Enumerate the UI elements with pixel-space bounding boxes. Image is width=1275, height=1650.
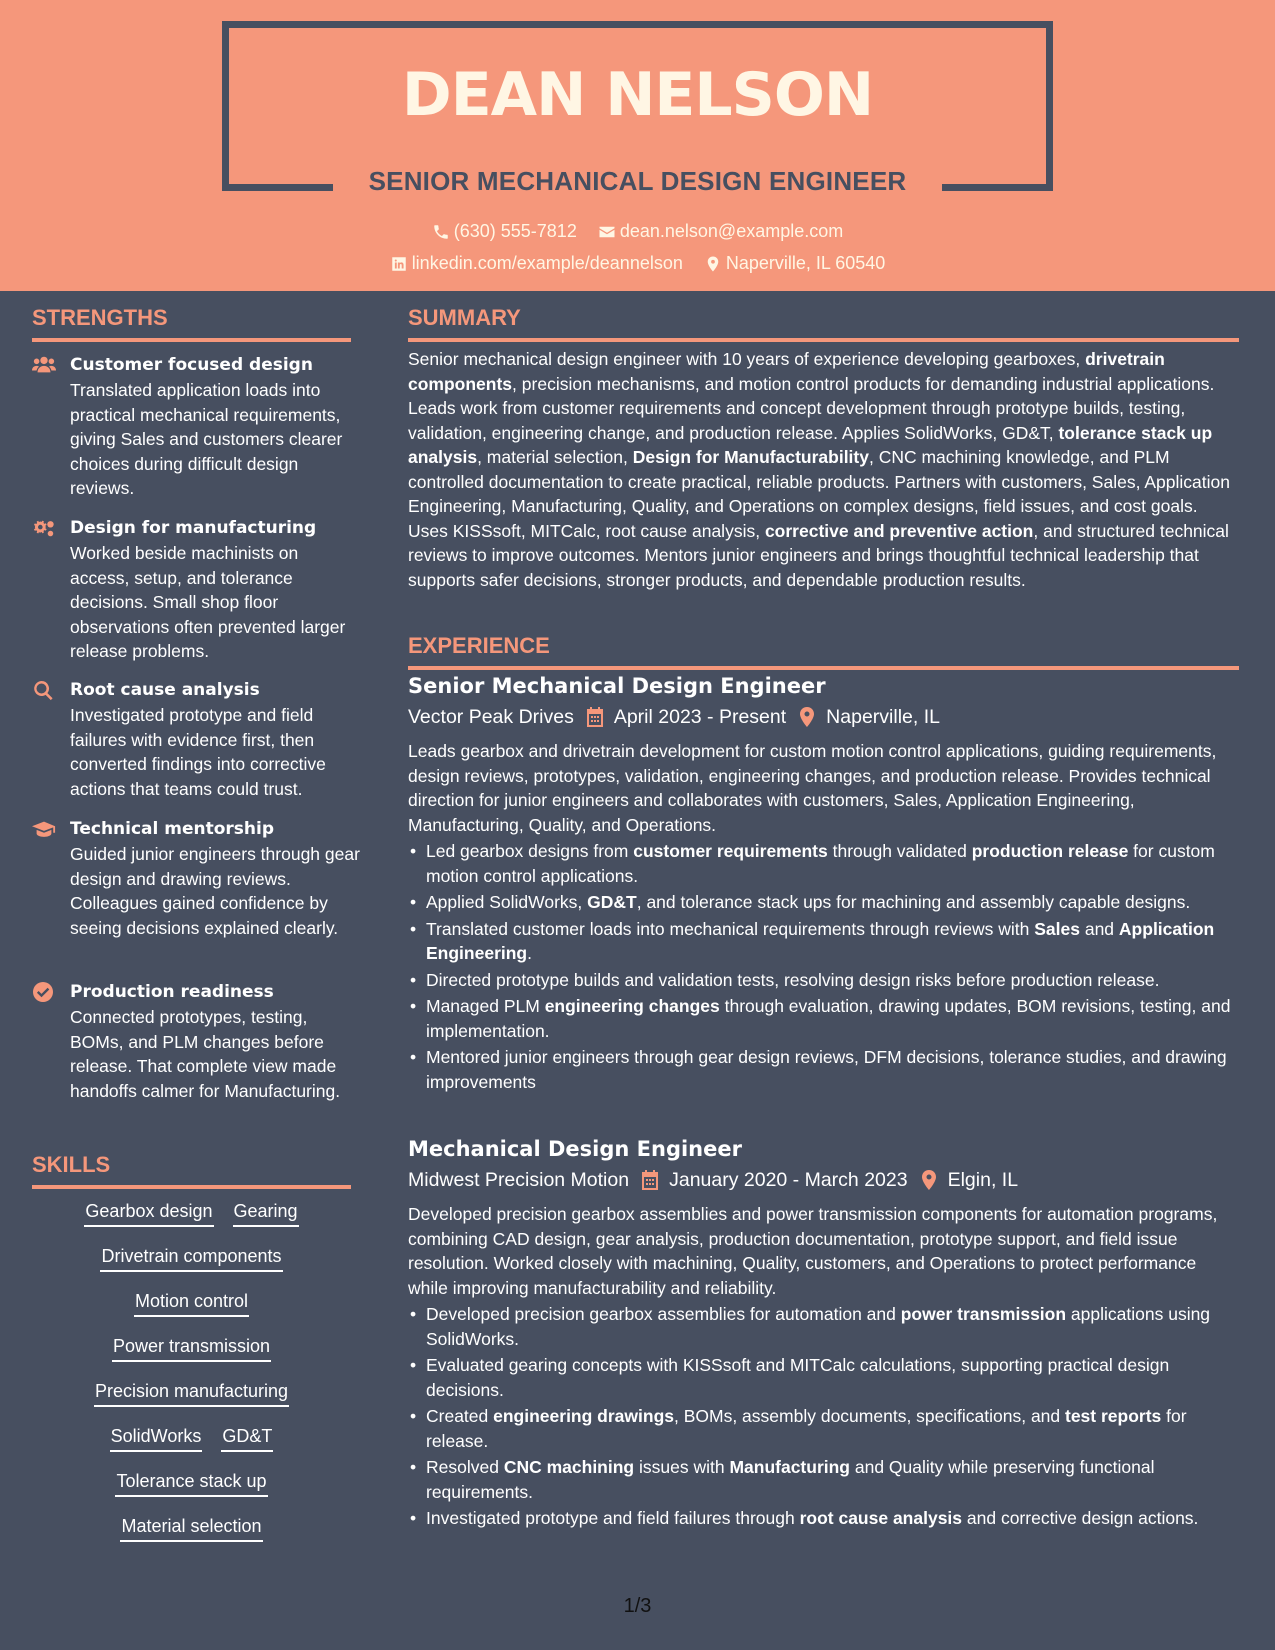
job-bullet	[408, 1353, 1239, 1402]
check-circle-icon	[32, 981, 56, 1003]
bullet-keyword: Application Engineering	[426, 918, 1215, 963]
bullet-text: applications using SolidWorks.	[426, 1304, 1211, 1349]
gears-icon	[32, 517, 56, 539]
job-title: Mechanical Design Engineer	[408, 1137, 742, 1161]
strength-item	[32, 515, 362, 664]
bullet-keyword: root cause analysis	[799, 1508, 963, 1528]
bullet-text: Managed PLM	[426, 996, 545, 1016]
job-bullet	[408, 917, 1239, 966]
summary-heading: SUMMARY	[408, 305, 1239, 342]
job-bullet	[408, 968, 1239, 993]
job-entry	[408, 672, 1239, 1096]
summary-keyword: drivetrain components	[408, 349, 1165, 394]
bullet-keyword: customer requirements	[633, 841, 828, 861]
bullet-keyword: production release	[971, 841, 1129, 861]
job-dates: April 2023 - Present	[613, 705, 787, 728]
strength-item	[32, 352, 362, 501]
strength-title: Design for manufacturing	[70, 518, 317, 538]
bullet-text: and corrective design actions.	[962, 1508, 1199, 1528]
job-bullet	[408, 839, 1239, 888]
job-bullet	[408, 1506, 1239, 1531]
header-frame-bottom-left	[222, 184, 333, 191]
skills-list	[32, 1199, 351, 1559]
header-frame-bottom-right	[942, 184, 1053, 191]
map-pin-icon	[920, 1170, 938, 1190]
bullet-text: through evaluation, drawing updates, BOM revisions, testing, and implementation.	[426, 996, 1231, 1041]
summary-segment: , precision mechanisms, and motion control products for demanding industrial applications. Leads work from customer requirements and concept development through prototype builds, testing, validation, engineering change, and production release. Applies SolidWorks, GD&T,	[408, 373, 1215, 443]
summary-text	[408, 347, 1239, 592]
bullet-text: Evaluated gearing concepts with KISSsoft and MITCalc calculations, supporting practical design decisions.	[426, 1355, 1170, 1400]
strength-desc: Worked beside machinists on access, setup, and tolerance decisions. Small shop floor observations often prevented larger release problems.	[70, 543, 346, 661]
envelope-icon	[598, 223, 616, 241]
contact-row-2	[0, 253, 1275, 278]
summary-segment: , and structured technical reviews to improve outcomes. Mentors junior engineers and brings thoughtful technical leadership that supports safer decisions, stronger products, and dependable production results.	[408, 520, 1229, 590]
header-banner	[0, 0, 1275, 291]
skill-tag: GD&T	[221, 1424, 273, 1452]
linkedin-text: linkedin.com/example/deannelson	[411, 253, 683, 273]
bullet-text: Directed prototype builds and validation tests, resolving design risks before production release.	[426, 969, 1160, 990]
strength-item	[32, 677, 362, 801]
bullet-text: .	[527, 943, 532, 963]
job-entry	[408, 1135, 1239, 1533]
job-company: Midwest Precision Motion	[408, 1168, 630, 1191]
bullet-text: for custom motion control applications.	[426, 841, 1215, 886]
phone-text: (630) 555-7812	[453, 221, 577, 241]
bullet-text: , BOMs, assembly documents, specifications, and	[674, 1406, 1065, 1426]
linkedin-contact[interactable]	[390, 253, 683, 274]
skill-tag: Power transmission	[112, 1334, 271, 1362]
bullet-keyword: engineering changes	[544, 996, 720, 1016]
summary-segment: , material selection,	[477, 447, 633, 467]
skill-tag: Gearing	[233, 1199, 299, 1227]
strength-desc: Investigated prototype and field failures with evidence first, then converted findings into corrective actions that teams could trust.	[70, 705, 326, 799]
bullet-keyword: CNC machining	[503, 1457, 635, 1477]
summary-segment: Senior mechanical design engineer with 10 years of experience developing gearboxes,	[408, 349, 1086, 369]
bullet-text: Resolved	[426, 1457, 504, 1477]
job-bullet	[408, 890, 1239, 915]
bullet-text: , and tolerance stack ups for machining and assembly capable designs.	[636, 892, 1191, 912]
job-location: Naperville, IL	[826, 705, 940, 728]
email-contact[interactable]	[598, 221, 843, 242]
bullet-keyword: GD&T	[587, 892, 637, 912]
job-description: Developed precision gearbox assemblies and power transmission components for automation programs, combining CAD design, gear analysis, production documentation, prototype support, and field issue resolution. Worked closely with machining, Quality, customers, and Operations to protect performance while improving manufacturability and reliability.	[408, 1204, 1218, 1298]
calendar-icon	[641, 1170, 659, 1190]
strength-desc: Guided junior engineers through gear design and drawing reviews. Colleagues gained confidence by seeing decisions explained clearly.	[70, 844, 360, 938]
experience-heading: EXPERIENCE	[408, 633, 1239, 670]
phone-contact[interactable]	[432, 221, 577, 242]
strengths-heading: STRENGTHS	[32, 305, 351, 342]
strength-desc: Connected prototypes, testing, BOMs, and PLM changes before release. That complete view made handoffs calmer for Manufacturing.	[70, 1007, 341, 1101]
bullet-text: Mentored junior engineers through gear design reviews, DFM decisions, tolerance studies, and drawing improvements	[426, 1047, 1227, 1092]
skill-tag: SolidWorks	[110, 1424, 203, 1452]
job-bullet	[408, 1302, 1239, 1351]
job-bullets	[408, 1302, 1239, 1531]
bullet-text: and Quality while preserving functional requirements.	[426, 1457, 1155, 1502]
job-dates: January 2020 - March 2023	[669, 1168, 908, 1191]
job-company: Vector Peak Drives	[408, 705, 574, 728]
bullet-keyword: Sales	[1034, 918, 1080, 939]
job-bullet	[408, 1455, 1239, 1504]
job-bullet	[408, 1045, 1239, 1094]
linkedin-icon	[390, 255, 408, 273]
bullet-text: through validated	[827, 841, 972, 861]
bullet-text: and	[1079, 918, 1119, 939]
job-title: Senior Mechanical Design Engineer	[408, 674, 826, 698]
candidate-role: SENIOR MECHANICAL DESIGN ENGINEER	[368, 166, 907, 196]
skill-tag: Material selection	[120, 1514, 262, 1542]
skills-heading: SKILLS	[32, 1152, 351, 1189]
skill-tag: Tolerance stack up	[115, 1469, 267, 1497]
bullet-keyword: test reports	[1065, 1406, 1162, 1426]
phone-icon	[432, 223, 450, 241]
skill-tag: Drivetrain components	[100, 1244, 282, 1272]
strength-item	[32, 979, 362, 1103]
calendar-icon	[586, 707, 604, 727]
skill-tag: Motion control	[134, 1289, 249, 1317]
bullet-keyword: engineering drawings	[493, 1406, 674, 1426]
summary-keyword: tolerance stack up analysis	[408, 422, 1213, 467]
users-icon	[32, 354, 56, 376]
candidate-name: DEAN NELSON	[401, 60, 874, 130]
strength-desc: Translated application loads into practical mechanical requirements, giving Sales and customers clearer choices during difficult design reviews.	[70, 380, 343, 498]
job-bullets	[408, 839, 1239, 1094]
contact-row-1	[0, 221, 1275, 246]
bullet-keyword: Manufacturing	[729, 1457, 850, 1477]
summary-keyword: Design for Manufacturability	[632, 447, 869, 467]
bullet-keyword: power transmission	[900, 1304, 1067, 1324]
skill-tag: Gearbox design	[84, 1199, 213, 1227]
strength-title: Root cause analysis	[70, 680, 260, 700]
bullet-text: issues with	[634, 1457, 730, 1477]
summary-segment: , CNC machining knowledge, and PLM controlled documentation to create practical, reliable products. Partners with customers, Sales, Application Engineering, Manufacturing, Quality, and Operations on complex designs, field issues, and cost goals. Uses KISSsoft, MITCalc, root cause analysis,	[408, 447, 1230, 541]
strength-title: Technical mentorship	[70, 819, 275, 839]
strength-title: Production readiness	[70, 982, 274, 1002]
graduation-cap-icon	[32, 818, 56, 840]
bullet-text: Led gearbox designs from	[426, 841, 634, 861]
strength-item	[32, 816, 362, 940]
bullet-text: for release.	[426, 1406, 1187, 1451]
page-number: 1/3	[623, 1595, 652, 1617]
email-text: dean.nelson@example.com	[619, 221, 844, 241]
bullet-text: Investigated prototype and field failures through	[426, 1508, 800, 1528]
job-description: Leads gearbox and drivetrain development for custom motion control applications, guiding requirements, design reviews, prototypes, validation, engineering changes, and production release. Provides technical direction for junior engineers and collaborates with customers, Sales, Application Engineering, Manufacturing, Quality, and Operations.	[408, 741, 1217, 835]
bullet-text: Translated customer loads into mechanical requirements through reviews with	[426, 918, 1035, 939]
bullet-text: Applied SolidWorks,	[426, 892, 588, 912]
bullet-text: Created	[426, 1406, 494, 1426]
job-location: Elgin, IL	[947, 1168, 1019, 1191]
map-pin-icon	[798, 707, 816, 727]
map-pin-icon	[704, 255, 722, 273]
skill-tag: Precision manufacturing	[94, 1379, 289, 1407]
summary-keyword: corrective and preventive action	[764, 520, 1034, 541]
job-bullet	[408, 994, 1239, 1043]
bullet-text: Developed precision gearbox assemblies for automation and	[426, 1304, 901, 1324]
strength-title: Customer focused design	[70, 355, 313, 375]
job-bullet	[408, 1404, 1239, 1453]
location-contact	[704, 253, 885, 274]
location-text: Naperville, IL 60540	[725, 253, 886, 273]
job-meta	[408, 1163, 1239, 1197]
job-meta	[408, 700, 1239, 734]
search-icon	[32, 679, 56, 701]
